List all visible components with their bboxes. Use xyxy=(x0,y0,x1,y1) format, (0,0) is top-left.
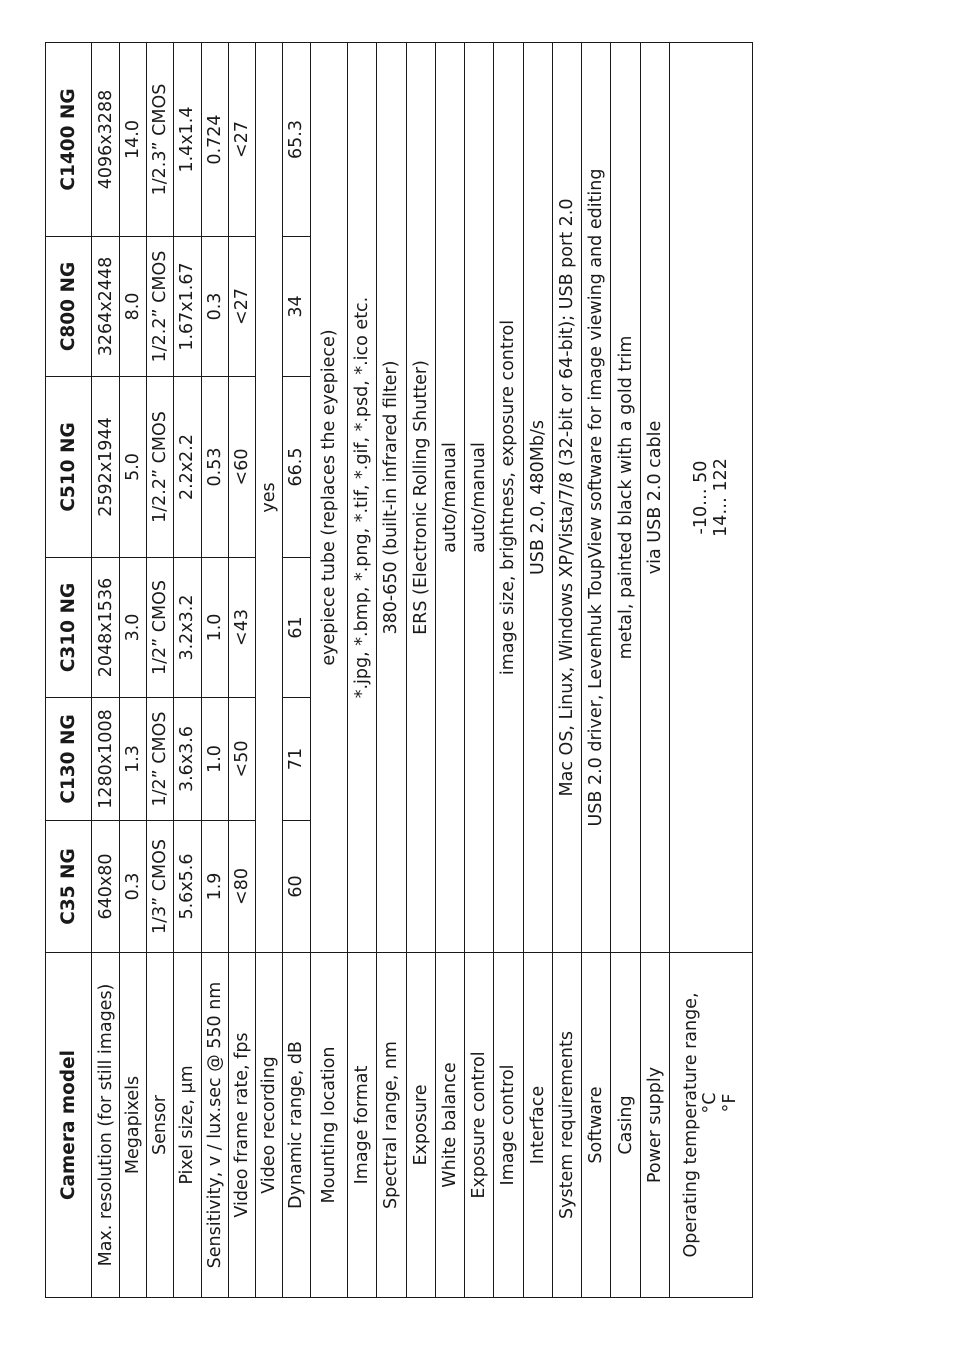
row-sensor xyxy=(146,43,173,1298)
cell-dynamic-range-c310: 61 xyxy=(283,558,310,698)
label-resolution: Max. resolution (for still images) xyxy=(92,953,119,1298)
row-system xyxy=(552,43,581,1298)
cell-megapixels-c130: 1.3 xyxy=(119,698,146,821)
cell-pixel-size-c130: 3.6x3.6 xyxy=(174,698,201,821)
cell-interface-all: USB 2.0, 480Mb/s xyxy=(523,43,552,953)
cell-frame-rate-c510: <60 xyxy=(228,377,255,558)
row-exposure-control xyxy=(465,43,494,1298)
cell-sensor-c510: 1/2.2” CMOS xyxy=(146,377,173,558)
label-system: System requirements xyxy=(552,953,581,1298)
cell-sensitivity-c130: 1.0 xyxy=(201,698,228,821)
label-spectral: Spectral range, nm xyxy=(377,953,406,1298)
cell-software-all: USB 2.0 driver, Levenhuk ToupView software for image viewing and editing xyxy=(582,43,611,953)
header-model-c1400: C1400 NG xyxy=(46,43,92,237)
label-software: Software xyxy=(582,953,611,1298)
cell-frame-rate-c1400: <27 xyxy=(228,43,255,237)
cell-system-all: Mac OS, Linux, Windows XP/Vista/7/8 (32-bit or 64-bit); USB port 2.0 xyxy=(552,43,581,953)
cell-megapixels-c35: 0.3 xyxy=(119,821,146,953)
cell-resolution-c35: 640x80 xyxy=(92,821,119,953)
header-model-c510: C510 NG xyxy=(46,377,92,558)
cell-megapixels-c310: 3.0 xyxy=(119,558,146,698)
row-temperature xyxy=(670,43,753,1298)
cell-frame-rate-c130: <50 xyxy=(228,698,255,821)
cell-sensitivity-c35: 1.9 xyxy=(201,821,228,953)
cell-dynamic-range-c800: 34 xyxy=(283,237,310,377)
label-mounting: Mounting location xyxy=(310,953,347,1298)
cell-megapixels-c510: 5.0 xyxy=(119,377,146,558)
cell-spectral-all: 380-650 (built-in infrared filter) xyxy=(377,43,406,953)
cell-pixel-size-c35: 5.6x5.6 xyxy=(174,821,201,953)
cell-pixel-size-c510: 2.2x2.2 xyxy=(174,377,201,558)
header-model-c35: C35 NG xyxy=(46,821,92,953)
cell-megapixels-c800: 8.0 xyxy=(119,237,146,377)
camera-spec-table xyxy=(45,42,753,1298)
row-power xyxy=(640,43,669,1298)
cell-sensitivity-c800: 0.3 xyxy=(201,237,228,377)
cell-resolution-c800: 3264x2448 xyxy=(92,237,119,377)
spec-table-rotated xyxy=(45,43,753,1298)
cell-dynamic-range-c510: 66.5 xyxy=(283,377,310,558)
cell-frame-rate-c800: <27 xyxy=(228,237,255,377)
cell-resolution-c310: 2048x1536 xyxy=(92,558,119,698)
label-image-control: Image control xyxy=(494,953,523,1298)
cell-image-format-all: *.jpg, *.bmp, *.png, *.tif, *.gif, *.psd, *.ico etc. xyxy=(347,43,376,953)
cell-dynamic-range-c1400: 65.3 xyxy=(283,43,310,237)
row-megapixels xyxy=(119,43,146,1298)
label-dynamic-range: Dynamic range, dB xyxy=(283,953,310,1298)
cell-resolution-c1400: 4096x3288 xyxy=(92,43,119,237)
cell-sensor-c130: 1/2” CMOS xyxy=(146,698,173,821)
cell-pixel-size-c310: 3.2x3.2 xyxy=(174,558,201,698)
label-image-format: Image format xyxy=(347,953,376,1298)
cell-frame-rate-c310: <43 xyxy=(228,558,255,698)
label-casing: Casing xyxy=(611,953,640,1298)
header-camera-model: Camera model xyxy=(46,953,92,1298)
label-power: Power supply xyxy=(640,953,669,1298)
cell-sensor-c1400: 1/2.3” CMOS xyxy=(146,43,173,237)
header-model-c310: C310 NG xyxy=(46,558,92,698)
label-interface: Interface xyxy=(523,953,552,1298)
label-megapixels: Megapixels xyxy=(119,953,146,1298)
cell-white-balance-all: auto/manual xyxy=(435,43,464,953)
cell-power-all: via USB 2.0 cable xyxy=(640,43,669,953)
row-casing xyxy=(611,43,640,1298)
label-exposure-control: Exposure control xyxy=(465,953,494,1298)
header-model-c130: C130 NG xyxy=(46,698,92,821)
header-row xyxy=(46,43,92,1298)
cell-video-recording-all: yes xyxy=(256,43,283,953)
label-sensitivity: Sensitivity, v / lux.sec @ 550 nm xyxy=(201,953,228,1298)
cell-exposure-all: ERS (Electronic Rolling Shutter) xyxy=(406,43,435,953)
cell-image-control-all: image size, brightness, exposure control xyxy=(494,43,523,953)
header-model-c800: C800 NG xyxy=(46,237,92,377)
cell-dynamic-range-c35: 60 xyxy=(283,821,310,953)
cell-dynamic-range-c130: 71 xyxy=(283,698,310,821)
label-sensor: Sensor xyxy=(146,953,173,1298)
cell-sensor-c310: 1/2” CMOS xyxy=(146,558,173,698)
cell-sensor-c35: 1/3” CMOS xyxy=(146,821,173,953)
label-temperature-unit-c: °C xyxy=(700,1092,721,1114)
cell-pixel-size-c1400: 1.4x1.4 xyxy=(174,43,201,237)
row-spectral xyxy=(377,43,406,1298)
cell-sensitivity-c310: 1.0 xyxy=(201,558,228,698)
row-dynamic-range xyxy=(283,43,310,1298)
row-mounting xyxy=(310,43,347,1298)
label-temperature-title: Operating temperature range, xyxy=(681,992,702,1258)
cell-pixel-size-c800: 1.67x1.67 xyxy=(174,237,201,377)
label-pixel-size: Pixel size, μm xyxy=(174,953,201,1298)
cell-mounting-all: eyepiece tube (replaces the eyepiece) xyxy=(310,43,347,953)
label-exposure: Exposure xyxy=(406,953,435,1298)
label-temperature xyxy=(670,953,753,1298)
label-temperature-unit-f: °F xyxy=(719,1093,740,1113)
row-video-recording xyxy=(256,43,283,1298)
cell-temperature-all xyxy=(670,43,753,953)
cell-exposure-control-all: auto/manual xyxy=(465,43,494,953)
cell-megapixels-c1400: 14.0 xyxy=(119,43,146,237)
row-resolution xyxy=(92,43,119,1298)
cell-frame-rate-c35: <80 xyxy=(228,821,255,953)
row-image-control xyxy=(494,43,523,1298)
row-software xyxy=(582,43,611,1298)
row-frame-rate xyxy=(228,43,255,1298)
row-pixel-size xyxy=(174,43,201,1298)
cell-resolution-c510: 2592x1944 xyxy=(92,377,119,558)
cell-resolution-c130: 1280x1008 xyxy=(92,698,119,821)
cell-casing-all: metal, painted black with a gold trim xyxy=(611,43,640,953)
label-video-recording: Video recording xyxy=(256,953,283,1298)
row-interface xyxy=(523,43,552,1298)
row-sensitivity xyxy=(201,43,228,1298)
label-white-balance: White balance xyxy=(435,953,464,1298)
row-exposure xyxy=(406,43,435,1298)
label-frame-rate: Video frame rate, fps xyxy=(228,953,255,1298)
cell-sensitivity-c1400: 0.724 xyxy=(201,43,228,237)
cell-sensitivity-c510: 0.53 xyxy=(201,377,228,558)
row-image-format xyxy=(347,43,376,1298)
cell-temperature-c: -10… 50 xyxy=(690,460,711,535)
cell-sensor-c800: 1/2.2” CMOS xyxy=(146,237,173,377)
cell-temperature-f: 14… 122 xyxy=(711,458,732,537)
row-white-balance xyxy=(435,43,464,1298)
